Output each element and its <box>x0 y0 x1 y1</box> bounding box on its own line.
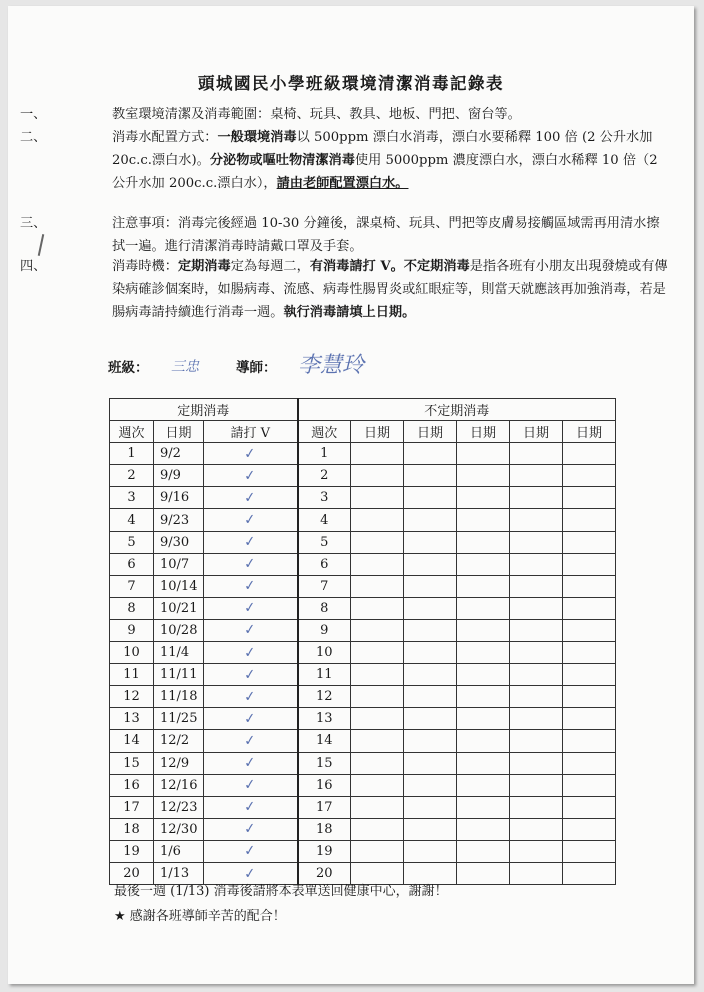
irregular-date-cell <box>404 443 457 465</box>
footer-thanks-text: 感謝各班導師辛苦的配合！ <box>129 909 286 924</box>
irregular-date-cell <box>510 752 563 774</box>
check-cell <box>204 642 298 664</box>
checkmark-icon: ✓ <box>243 688 257 706</box>
table-row <box>110 531 616 553</box>
col-date-irregular: 日期 <box>351 421 404 443</box>
date-cell: 12/9 <box>154 752 204 774</box>
section-4-lead: 消毒時機： <box>112 259 178 274</box>
irregular-date-cell <box>510 862 563 884</box>
week-cell: 8 <box>110 597 154 619</box>
irregular-date-cell <box>404 708 457 730</box>
class-value: 三忠 <box>171 359 199 375</box>
irregular-date-cell <box>510 443 563 465</box>
irregular-date-cell <box>351 686 404 708</box>
check-cell <box>204 465 298 487</box>
date-cell: 11/4 <box>154 642 204 664</box>
table-row <box>110 840 616 862</box>
irregular-date-cell <box>457 774 510 796</box>
week-cell: 6 <box>110 553 154 575</box>
irregular-date-cell <box>351 664 404 686</box>
check-cell <box>204 730 298 752</box>
date-cell: 9/23 <box>154 509 204 531</box>
table-row <box>110 575 616 597</box>
checkmark-icon: ✓ <box>243 577 257 595</box>
check-cell <box>204 840 298 862</box>
irregular-date-cell <box>351 509 404 531</box>
star-icon: ★ <box>114 909 126 924</box>
date-cell: 9/9 <box>154 465 204 487</box>
irregular-date-cell <box>510 487 563 509</box>
week-cell: 9 <box>110 619 154 641</box>
irregular-date-cell <box>351 443 404 465</box>
week-cell: 18 <box>110 818 154 840</box>
irregular-date-cell <box>351 818 404 840</box>
table-row <box>110 597 616 619</box>
table-row <box>110 664 616 686</box>
irregular-week-cell: 3 <box>298 487 351 509</box>
section-4-bold-1: 定期消毒 <box>177 259 231 274</box>
irregular-date-cell <box>351 487 404 509</box>
irregular-date-cell <box>457 531 510 553</box>
irregular-date-cell <box>404 730 457 752</box>
checkmark-icon: ✓ <box>243 467 257 485</box>
date-cell: 1/6 <box>154 840 204 862</box>
irregular-date-cell <box>510 818 563 840</box>
table-row <box>110 509 616 531</box>
checkmark-icon: ✓ <box>243 754 257 772</box>
table-row <box>110 774 616 796</box>
date-cell: 11/25 <box>154 708 204 730</box>
irregular-week-cell: 9 <box>298 619 351 641</box>
section-1-label: 一、 <box>20 107 47 122</box>
irregular-date-cell <box>404 686 457 708</box>
col-date-irregular: 日期 <box>510 421 563 443</box>
section-3-label: 三、 <box>20 216 47 231</box>
date-cell: 10/14 <box>154 575 204 597</box>
irregular-date-cell <box>457 465 510 487</box>
week-cell: 3 <box>110 487 154 509</box>
section-2 <box>20 126 670 195</box>
section-4-text-2: 是指各班有小朋友出現發燒或有傳染病確診個案時，如腸病毒、流感、病毒性腸胃炎或紅眼症等，則當天就應該再加強消毒，若是腸病毒請持續進行消毒一週。 <box>112 259 668 320</box>
teacher-label: 導師： <box>236 360 277 376</box>
section-4-bold-2: 有消毒請打 V。不定期消毒 <box>309 259 470 274</box>
irregular-week-cell: 5 <box>298 531 351 553</box>
irregular-date-cell <box>457 443 510 465</box>
check-cell <box>204 553 298 575</box>
checkmark-icon: ✓ <box>243 798 257 816</box>
week-cell: 7 <box>110 575 154 597</box>
page-title: 頭城國民小學班級環境清潔消毒記錄表 <box>198 74 504 93</box>
checkmark-icon: ✓ <box>243 776 257 794</box>
irregular-date-cell <box>404 509 457 531</box>
week-cell: 1 <box>110 443 154 465</box>
date-cell: 9/16 <box>154 487 204 509</box>
irregular-date-cell <box>510 619 563 641</box>
table-row <box>110 553 616 575</box>
table-row <box>110 818 616 840</box>
check-cell <box>204 575 298 597</box>
irregular-date-cell <box>457 575 510 597</box>
check-cell <box>204 509 298 531</box>
week-cell: 17 <box>110 796 154 818</box>
table-row <box>110 752 616 774</box>
irregular-date-cell <box>563 597 616 619</box>
col-date-irregular: 日期 <box>404 421 457 443</box>
checkmark-icon: ✓ <box>243 732 257 750</box>
col-week: 週次 <box>110 421 154 443</box>
date-cell: 10/7 <box>154 553 204 575</box>
col-week-irregular: 週次 <box>298 421 351 443</box>
irregular-date-cell <box>510 597 563 619</box>
section-2-lead: 消毒水配置方式： <box>112 130 218 145</box>
irregular-date-cell <box>563 796 616 818</box>
irregular-date-cell <box>563 708 616 730</box>
irregular-week-cell: 11 <box>298 664 351 686</box>
irregular-date-cell <box>351 796 404 818</box>
week-cell: 2 <box>110 465 154 487</box>
irregular-week-cell: 12 <box>298 686 351 708</box>
section-1-text: 教室環境清潔及消毒範圍：桌椅、玩具、教具、地板、門把、窗台等。 <box>112 107 521 122</box>
section-2-text-1: 以 500ppm 漂白水消毒，漂白水要稀釋 100 倍 (2 公升水加 20c.c.漂白水)。 <box>112 130 653 168</box>
check-cell <box>204 487 298 509</box>
section-4-text-1: 定為每週二， <box>230 259 310 274</box>
irregular-date-cell <box>563 664 616 686</box>
irregular-date-cell <box>457 730 510 752</box>
check-cell <box>204 531 298 553</box>
check-cell <box>204 443 298 465</box>
check-cell <box>204 708 298 730</box>
irregular-date-cell <box>457 597 510 619</box>
week-cell: 5 <box>110 531 154 553</box>
irregular-date-cell <box>404 553 457 575</box>
irregular-date-cell <box>563 575 616 597</box>
check-cell <box>204 664 298 686</box>
irregular-date-cell <box>404 840 457 862</box>
irregular-date-cell <box>563 730 616 752</box>
footer-note: 最後一週 (1/13) 消毒後請將本表單送回健康中心，謝謝！ <box>114 884 448 899</box>
irregular-week-cell: 10 <box>298 642 351 664</box>
irregular-week-cell: 20 <box>298 862 351 884</box>
irregular-date-cell <box>457 708 510 730</box>
date-cell: 9/2 <box>154 443 204 465</box>
teacher-signature: 李慧玲 <box>298 353 365 378</box>
checkmark-icon: ✓ <box>243 555 257 573</box>
irregular-date-cell <box>563 619 616 641</box>
irregular-date-cell <box>563 553 616 575</box>
section-1 <box>20 103 670 126</box>
irregular-week-cell: 15 <box>298 752 351 774</box>
date-cell: 1/13 <box>154 862 204 884</box>
col-check: 請打 V <box>204 421 298 443</box>
irregular-date-cell <box>457 487 510 509</box>
irregular-date-cell <box>351 465 404 487</box>
section-4 <box>20 255 670 324</box>
irregular-date-cell <box>563 443 616 465</box>
check-cell <box>204 818 298 840</box>
irregular-date-cell <box>351 619 404 641</box>
irregular-date-cell <box>510 774 563 796</box>
irregular-date-cell <box>510 708 563 730</box>
checkmark-icon: ✓ <box>243 533 257 551</box>
irregular-date-cell <box>457 642 510 664</box>
date-cell: 9/30 <box>154 531 204 553</box>
irregular-date-cell <box>457 553 510 575</box>
week-cell: 14 <box>110 730 154 752</box>
col-date-irregular: 日期 <box>563 421 616 443</box>
week-cell: 12 <box>110 686 154 708</box>
section-3-text: 注意事項：消毒完後經過 10-30 分鐘後，課桌椅、玩具、門把等皮膚易接觸區域需再用清水擦拭一遍。進行清潔消毒時請戴口罩及手套。 <box>112 216 660 254</box>
checkmark-icon: ✓ <box>243 621 257 640</box>
irregular-date-cell <box>457 752 510 774</box>
table-row <box>110 708 616 730</box>
checkmark-icon: ✓ <box>243 511 257 529</box>
irregular-date-cell <box>404 597 457 619</box>
irregular-date-cell <box>510 575 563 597</box>
checkmark-icon: ✓ <box>243 820 257 838</box>
irregular-date-cell <box>563 862 616 884</box>
irregular-date-cell <box>563 642 616 664</box>
irregular-week-cell: 2 <box>298 465 351 487</box>
week-cell: 16 <box>110 774 154 796</box>
irregular-date-cell <box>510 531 563 553</box>
irregular-week-cell: 14 <box>298 730 351 752</box>
irregular-date-cell <box>351 752 404 774</box>
week-cell: 10 <box>110 642 154 664</box>
irregular-week-cell: 13 <box>298 708 351 730</box>
irregular-week-cell: 19 <box>298 840 351 862</box>
table-row <box>110 796 616 818</box>
irregular-date-cell <box>404 818 457 840</box>
irregular-date-cell <box>351 642 404 664</box>
irregular-date-cell <box>404 575 457 597</box>
table-row <box>110 686 616 708</box>
irregular-date-cell <box>457 796 510 818</box>
table-row <box>110 619 616 641</box>
section-3 <box>20 212 670 258</box>
irregular-date-cell <box>457 619 510 641</box>
section-2-bold-3: 請由老師配置漂白水。 <box>276 176 409 191</box>
checkmark-icon: ✓ <box>243 599 257 617</box>
section-2-bold-2: 分泌物或嘔吐物清潔消毒 <box>209 153 355 168</box>
irregular-date-cell <box>563 840 616 862</box>
checkmark-icon: ✓ <box>243 666 257 684</box>
date-cell: 12/30 <box>154 818 204 840</box>
week-cell: 20 <box>110 862 154 884</box>
irregular-date-cell <box>563 531 616 553</box>
table-row <box>110 443 616 465</box>
irregular-date-cell <box>563 774 616 796</box>
week-cell: 19 <box>110 840 154 862</box>
irregular-date-cell <box>404 465 457 487</box>
week-cell: 13 <box>110 708 154 730</box>
irregular-date-cell <box>510 664 563 686</box>
irregular-date-cell <box>457 840 510 862</box>
disinfection-table <box>109 398 616 885</box>
section-2-text-2: 使用 5000ppm 濃度漂白水，漂白水稀釋 10 倍（2 公升水加 200c.c.漂白水）， <box>112 153 658 191</box>
date-cell: 12/16 <box>154 774 204 796</box>
irregular-date-cell <box>404 642 457 664</box>
check-cell <box>204 752 298 774</box>
irregular-date-cell <box>404 664 457 686</box>
check-cell <box>204 774 298 796</box>
irregular-date-cell <box>563 818 616 840</box>
table-group-header-row <box>110 399 616 421</box>
irregular-date-cell <box>457 686 510 708</box>
date-cell: 11/18 <box>154 686 204 708</box>
irregular-date-cell <box>563 752 616 774</box>
week-cell: 15 <box>110 752 154 774</box>
document-page <box>8 6 694 984</box>
class-label: 班級： <box>108 360 149 376</box>
checkmark-icon: ✓ <box>243 842 257 860</box>
irregular-date-cell <box>351 774 404 796</box>
irregular-date-cell <box>351 730 404 752</box>
col-date: 日期 <box>154 421 204 443</box>
checkmark-icon: ✓ <box>243 710 257 728</box>
irregular-date-cell <box>351 553 404 575</box>
irregular-date-cell <box>510 730 563 752</box>
irregular-week-cell: 6 <box>298 553 351 575</box>
date-cell: 10/28 <box>154 619 204 641</box>
checkmark-icon: ✓ <box>243 489 257 507</box>
irregular-date-cell <box>510 553 563 575</box>
irregular-date-cell <box>351 840 404 862</box>
irregular-week-cell: 4 <box>298 509 351 531</box>
irregular-date-cell <box>563 487 616 509</box>
irregular-week-cell: 17 <box>298 796 351 818</box>
irregular-week-cell: 7 <box>298 575 351 597</box>
irregular-date-cell <box>351 575 404 597</box>
irregular-date-cell <box>457 818 510 840</box>
irregular-date-cell <box>457 862 510 884</box>
irregular-week-cell: 8 <box>298 597 351 619</box>
irregular-date-cell <box>457 664 510 686</box>
irregular-date-cell <box>404 796 457 818</box>
col-date-irregular: 日期 <box>457 421 510 443</box>
irregular-date-cell <box>510 465 563 487</box>
section-2-bold-1: 一般環境消毒 <box>217 130 297 145</box>
footer-thanks <box>114 905 286 924</box>
table-row <box>110 465 616 487</box>
irregular-date-cell <box>404 619 457 641</box>
irregular-date-cell <box>510 796 563 818</box>
irregular-date-cell <box>351 708 404 730</box>
pen-mark <box>38 234 45 256</box>
date-cell: 10/21 <box>154 597 204 619</box>
irregular-date-cell <box>510 509 563 531</box>
check-cell <box>204 686 298 708</box>
irregular-date-cell <box>563 686 616 708</box>
regular-header: 定期消毒 <box>110 399 298 421</box>
irregular-date-cell <box>510 686 563 708</box>
irregular-date-cell <box>404 774 457 796</box>
checkmark-icon: ✓ <box>243 445 257 463</box>
date-cell: 12/23 <box>154 796 204 818</box>
irregular-date-cell <box>457 509 510 531</box>
irregular-date-cell <box>404 487 457 509</box>
irregular-header: 不定期消毒 <box>298 399 616 421</box>
table-column-header-row <box>110 421 616 443</box>
check-cell <box>204 597 298 619</box>
irregular-date-cell <box>510 642 563 664</box>
table-row <box>110 487 616 509</box>
irregular-date-cell <box>404 752 457 774</box>
section-4-bold-3: 執行消毒請填上日期。 <box>283 305 416 320</box>
irregular-date-cell <box>563 465 616 487</box>
section-2-label: 二、 <box>20 130 47 145</box>
week-cell: 4 <box>110 509 154 531</box>
irregular-week-cell: 16 <box>298 774 351 796</box>
date-cell: 12/2 <box>154 730 204 752</box>
check-cell <box>204 619 298 641</box>
week-cell: 11 <box>110 664 154 686</box>
irregular-date-cell <box>563 509 616 531</box>
date-cell: 11/11 <box>154 664 204 686</box>
checkmark-icon: ✓ <box>243 864 257 883</box>
check-cell <box>204 796 298 818</box>
irregular-week-cell: 1 <box>298 443 351 465</box>
table-row <box>110 642 616 664</box>
checkmark-icon: ✓ <box>243 644 257 662</box>
irregular-date-cell <box>351 531 404 553</box>
table-row <box>110 730 616 752</box>
irregular-week-cell: 18 <box>298 818 351 840</box>
irregular-date-cell <box>510 840 563 862</box>
irregular-date-cell <box>404 531 457 553</box>
section-4-label: 四、 <box>20 259 47 274</box>
irregular-date-cell <box>351 597 404 619</box>
